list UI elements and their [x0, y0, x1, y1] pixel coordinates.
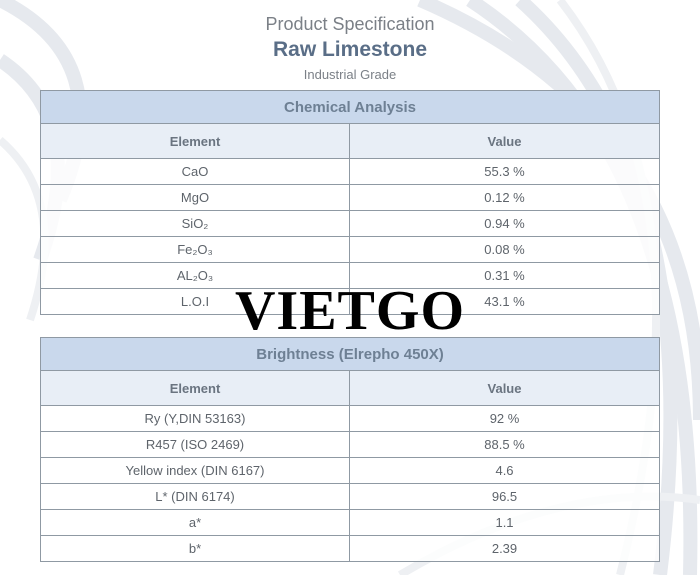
vietgo-watermark: VIETGO	[234, 280, 466, 342]
header-supertitle: Product Specification	[265, 14, 435, 34]
section-title-brightness: Brightness (Elrepho 450X)	[41, 338, 660, 371]
element-cell: CaO	[41, 159, 350, 185]
column-header-element: Element	[41, 124, 350, 159]
value-cell: 43.1 %	[350, 289, 660, 315]
value-cell: 92 %	[350, 406, 660, 432]
table-row	[41, 510, 660, 536]
value-cell: 1.1	[350, 510, 660, 536]
element-cell: L* (DIN 6174)	[41, 484, 350, 510]
table-row	[41, 484, 660, 510]
value-cell: 0.94 %	[350, 211, 660, 237]
table-row	[41, 159, 660, 185]
element-cell: b*	[41, 536, 350, 562]
element-cell: SiO₂	[41, 211, 350, 237]
element-cell: L.O.I	[41, 289, 350, 315]
table-row	[41, 536, 660, 562]
table-row	[41, 211, 660, 237]
table-row	[41, 185, 660, 211]
table-row	[41, 432, 660, 458]
value-cell: 55.3 %	[350, 159, 660, 185]
value-cell: 0.31 %	[350, 263, 660, 289]
value-cell: 88.5 %	[350, 432, 660, 458]
element-cell: Fe₂O₃	[41, 237, 350, 263]
column-header-value: Value	[350, 124, 660, 159]
value-cell: 0.08 %	[350, 237, 660, 263]
element-cell: MgO	[41, 185, 350, 211]
element-cell: Yellow index (DIN 6167)	[41, 458, 350, 484]
element-cell: AL₂O₃	[41, 263, 350, 289]
grade-subtitle: Industrial Grade	[303, 67, 397, 82]
column-header-element: Element	[41, 371, 350, 406]
table-row	[41, 237, 660, 263]
brightness-table	[40, 337, 660, 562]
spec-header	[0, 12, 700, 84]
value-cell: 2.39	[350, 536, 660, 562]
table-row	[41, 406, 660, 432]
value-cell: 96.5	[350, 484, 660, 510]
element-cell: a*	[41, 510, 350, 536]
product-title: Raw Limestone	[272, 38, 428, 61]
section-title-chemical: Chemical Analysis	[41, 91, 660, 124]
element-cell: Ry (Y,DIN 53163)	[41, 406, 350, 432]
column-header-value: Value	[350, 371, 660, 406]
value-cell: 4.6	[350, 458, 660, 484]
value-cell: 0.12 %	[350, 185, 660, 211]
table-row	[41, 458, 660, 484]
element-cell: R457 (ISO 2469)	[41, 432, 350, 458]
